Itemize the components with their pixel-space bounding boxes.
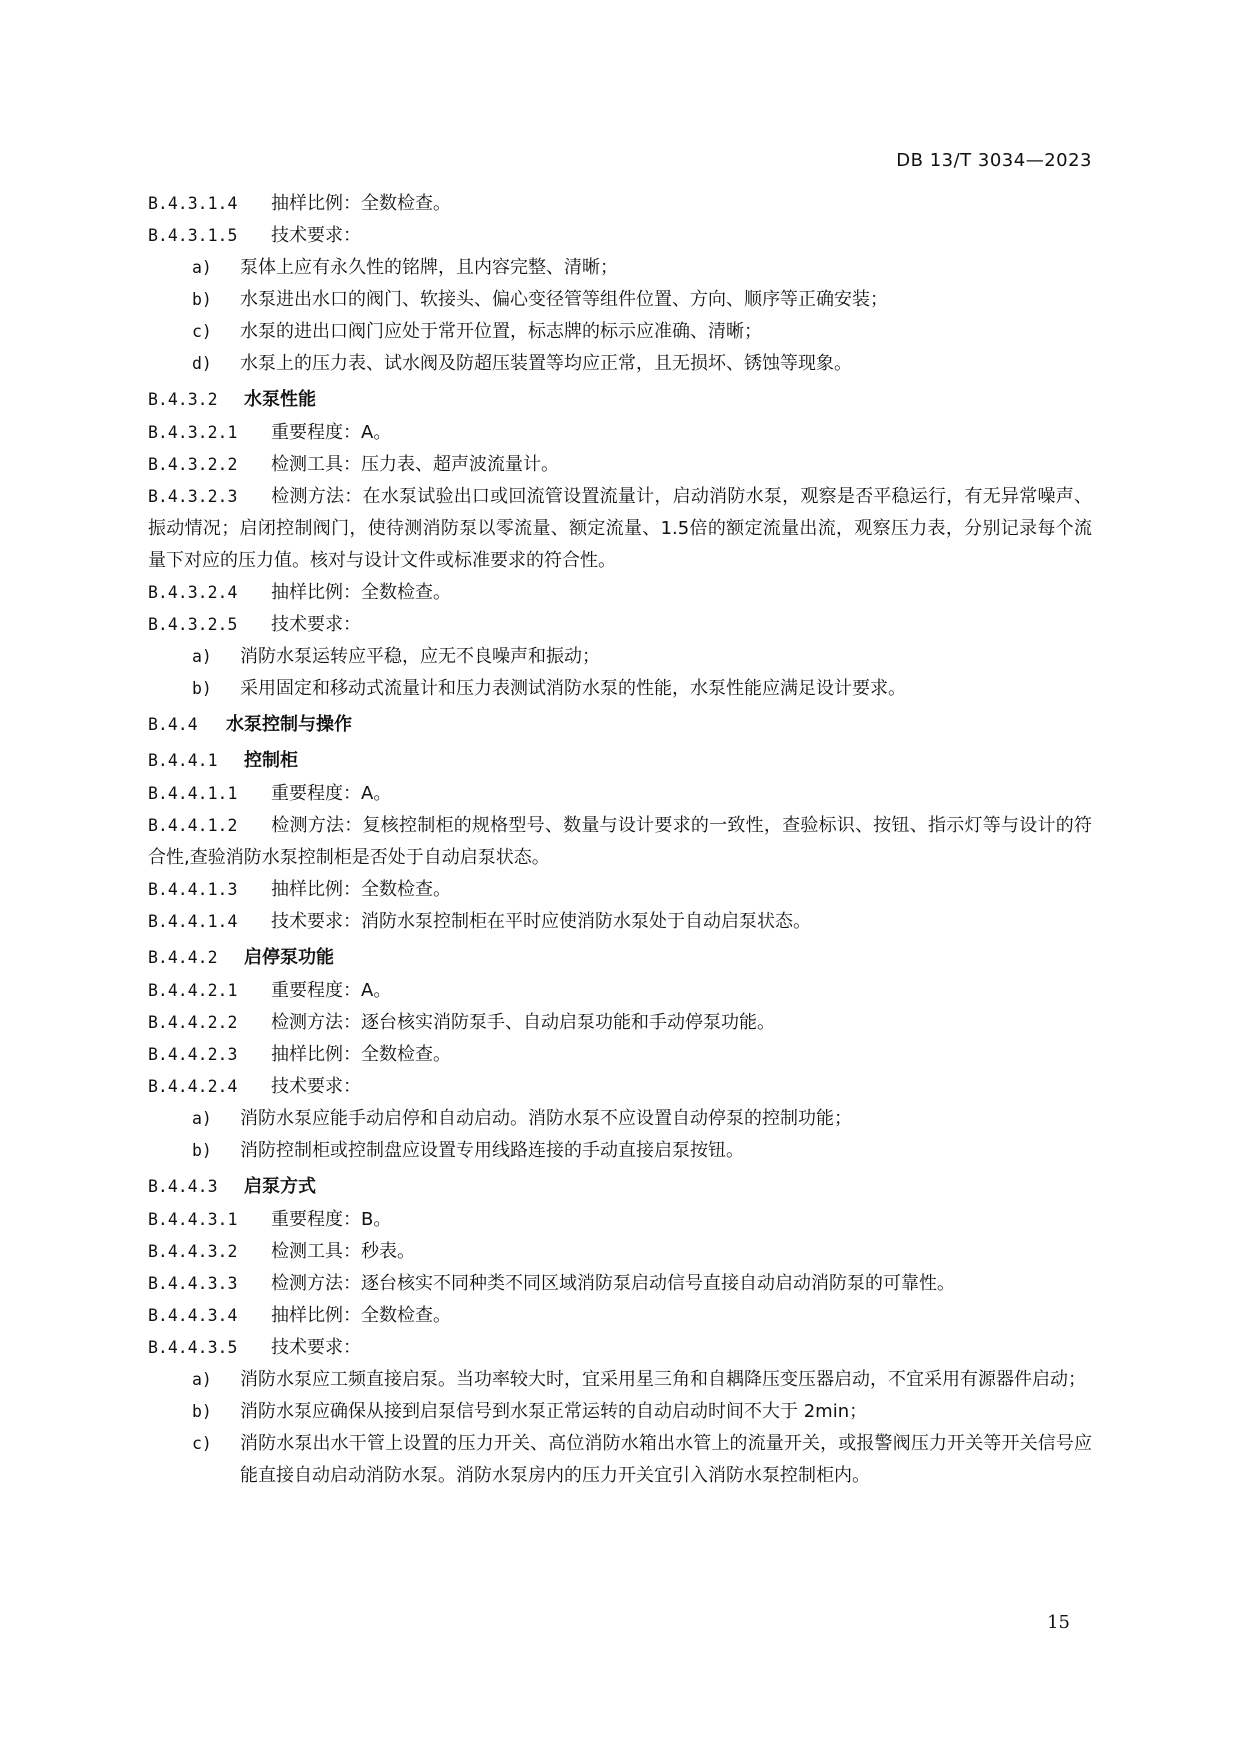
clause-number: B.4.3.1.5: [148, 226, 238, 245]
clause-number: B.4.3.2.3: [148, 487, 238, 506]
clause-text: 抽样比例：全数检查。: [271, 1305, 451, 1326]
clause-b4432: [148, 1236, 1092, 1268]
clause-b4321: [148, 417, 1092, 449]
clause-text: 技术要求：: [271, 1337, 361, 1358]
list-item: [148, 1396, 1092, 1428]
list-item: [148, 348, 1092, 380]
list-label: c): [192, 1434, 212, 1453]
clause-number: B.4.4.3.5: [148, 1338, 238, 1357]
heading-number: B.4.3.2: [148, 390, 218, 409]
heading-title: 控制柜: [244, 750, 298, 771]
document-body: [148, 188, 1092, 1492]
list-text: 采用固定和移动式流量计和压力表测试消防水泵的性能，水泵性能应满足设计要求。: [240, 678, 906, 699]
heading-title: 启泵方式: [244, 1176, 316, 1197]
list-label: b): [192, 1141, 212, 1160]
clause-text: 抽样比例：全数检查。: [271, 193, 451, 214]
list-label: a): [192, 258, 212, 277]
clause-number: B.4.4.3.4: [148, 1306, 238, 1325]
list-text: 水泵的进出口阀门应处于常开位置，标志牌的标示应准确、清晰；: [240, 321, 762, 342]
clause-text: 检测方法：复核控制柜的规格型号、数量与设计要求的一致性，查验标识、按钮、指示灯等与设计的符合性,查验消防水泵控制柜是否处于自动启泵状态。: [148, 815, 1092, 868]
clause-number: B.4.4.3.1: [148, 1210, 238, 1229]
list-label: a): [192, 1109, 212, 1128]
clause-text: 技术要求：: [271, 614, 361, 635]
clause-text: 检测工具：压力表、超声波流量计。: [271, 454, 559, 475]
clause-text: 抽样比例：全数检查。: [271, 582, 451, 603]
list-item: [148, 673, 1092, 705]
clause-b4411: [148, 778, 1092, 810]
clause-text: 技术要求：: [271, 1076, 361, 1097]
clause-b4423: [148, 1039, 1092, 1071]
clause-b4413: [148, 874, 1092, 906]
clause-number: B.4.4.1.3: [148, 880, 238, 899]
clause-text: 重要程度：B。: [271, 1209, 392, 1230]
clause-number: B.4.4.2.4: [148, 1077, 238, 1096]
heading-number: B.4.4.2: [148, 948, 218, 967]
section-heading-b44: [148, 709, 1092, 741]
list-text: 消防水泵运转应平稳，应无不良噪声和振动；: [240, 646, 600, 667]
heading-number: B.4.4.3: [148, 1177, 218, 1196]
clause-b4433: [148, 1268, 1092, 1300]
clause-number: B.4.4.1.1: [148, 784, 238, 803]
clause-text: 重要程度：A。: [271, 783, 392, 804]
clause-number: B.4.4.3.2: [148, 1242, 238, 1261]
clause-number: B.4.4.2.1: [148, 981, 238, 1000]
list-item: [148, 1135, 1092, 1167]
clause-b4421: [148, 975, 1092, 1007]
heading-title: 水泵性能: [244, 389, 316, 410]
clause-text: 抽样比例：全数检查。: [271, 1044, 451, 1065]
clause-b4323: [148, 481, 1092, 577]
list-text: 消防水泵出水干管上设置的压力开关、高位消防水箱出水管上的流量开关，或报警阀压力开关等开关信号应能直接自动启动消防水泵。消防水泵房内的压力开关宜引入消防水泵控制柜内。: [240, 1433, 1092, 1486]
list-item: [148, 252, 1092, 284]
clause-b4422: [148, 1007, 1092, 1039]
list-item: [148, 1364, 1092, 1396]
list-item: [148, 1428, 1092, 1492]
clause-b4325: [148, 609, 1092, 641]
list-text: 消防水泵应确保从接到启泵信号到水泵正常运转的自动启动时间不大于 2min；: [240, 1401, 868, 1422]
section-heading-b442: [148, 942, 1092, 974]
list-text: 消防水泵应工频直接启泵。当功率较大时，宜采用星三角和自耦降压变压器启动，不宜采用有源器件启动；: [240, 1369, 1086, 1390]
clause-text: 技术要求：消防水泵控制柜在平时应使消防水泵处于自动启泵状态。: [271, 911, 811, 932]
section-heading-b443: [148, 1171, 1092, 1203]
clause-b4424: [148, 1071, 1092, 1103]
list-label: b): [192, 679, 212, 698]
clause-b4412: [148, 810, 1092, 874]
clause-text: 检测方法：在水泵试验出口或回流管设置流量计，启动消防水泵，观察是否平稳运行，有无异常噪声、振动情况；启闭控制阀门，使待测消防泵以零流量、额定流量、1.5倍的额定流量出流，观察压力表，分别记录每个流量下对应的压力值。核对与设计文件或标准要求的符合性。: [148, 486, 1092, 571]
clause-b4324: [148, 577, 1092, 609]
clause-b4414: [148, 906, 1092, 938]
section-heading-b441: [148, 745, 1092, 777]
list-item: [148, 284, 1092, 316]
document-code: DB 13/T 3034—2023: [896, 150, 1092, 171]
clause-number: B.4.4.2.3: [148, 1045, 238, 1064]
clause-b4315: [148, 220, 1092, 252]
list-label: a): [192, 1370, 212, 1389]
list-text: 水泵上的压力表、试水阀及防超压装置等均应正常，且无损坏、锈蚀等现象。: [240, 353, 852, 374]
clause-b4435: [148, 1332, 1092, 1364]
clause-text: 重要程度：A。: [271, 422, 392, 443]
heading-title: 启停泵功能: [244, 947, 334, 968]
clause-number: B.4.4.3.3: [148, 1274, 238, 1293]
list-text: 消防水泵应能手动启停和自动启动。消防水泵不应设置自动停泵的控制功能；: [240, 1108, 852, 1129]
clause-b4434: [148, 1300, 1092, 1332]
list-label: d): [192, 354, 212, 373]
list-text: 消防控制柜或控制盘应设置专用线路连接的手动直接启泵按钮。: [240, 1140, 744, 1161]
list-label: a): [192, 647, 212, 666]
clause-number: B.4.4.2.2: [148, 1013, 238, 1032]
clause-b4314: [148, 188, 1092, 220]
clause-text: 重要程度：A。: [271, 980, 392, 1001]
list-text: 水泵进出水口的阀门、软接头、偏心变径管等组件位置、方向、顺序等正确安装；: [240, 289, 888, 310]
clause-text: 检测工具：秒表。: [271, 1241, 415, 1262]
clause-number: B.4.4.1.2: [148, 816, 238, 835]
page-number: 15: [1047, 1612, 1070, 1633]
list-text: 泵体上应有永久性的铭牌，且内容完整、清晰；: [240, 257, 618, 278]
section-heading-b432: [148, 384, 1092, 416]
clause-text: 检测方法：逐台核实不同种类不同区域消防泵启动信号直接自动启动消防泵的可靠性。: [271, 1273, 955, 1294]
clause-text: 检测方法：逐台核实消防泵手、自动启泵功能和手动停泵功能。: [271, 1012, 775, 1033]
list-label: b): [192, 290, 212, 309]
clause-number: B.4.3.2.4: [148, 583, 238, 602]
heading-number: B.4.4: [148, 715, 198, 734]
list-item: [148, 316, 1092, 348]
heading-title: 水泵控制与操作: [226, 714, 352, 735]
clause-number: B.4.3.2.2: [148, 455, 238, 474]
list-label: b): [192, 1402, 212, 1421]
list-label: c): [192, 322, 212, 341]
list-item: [148, 1103, 1092, 1135]
heading-number: B.4.4.1: [148, 751, 218, 770]
clause-b4431: [148, 1204, 1092, 1236]
clause-number: B.4.3.2.1: [148, 423, 238, 442]
list-item: [148, 641, 1092, 673]
clause-number: B.4.3.1.4: [148, 194, 238, 213]
clause-b4322: [148, 449, 1092, 481]
clause-number: B.4.4.1.4: [148, 912, 238, 931]
clause-text: 抽样比例：全数检查。: [271, 879, 451, 900]
clause-number: B.4.3.2.5: [148, 615, 238, 634]
clause-text: 技术要求：: [271, 225, 361, 246]
